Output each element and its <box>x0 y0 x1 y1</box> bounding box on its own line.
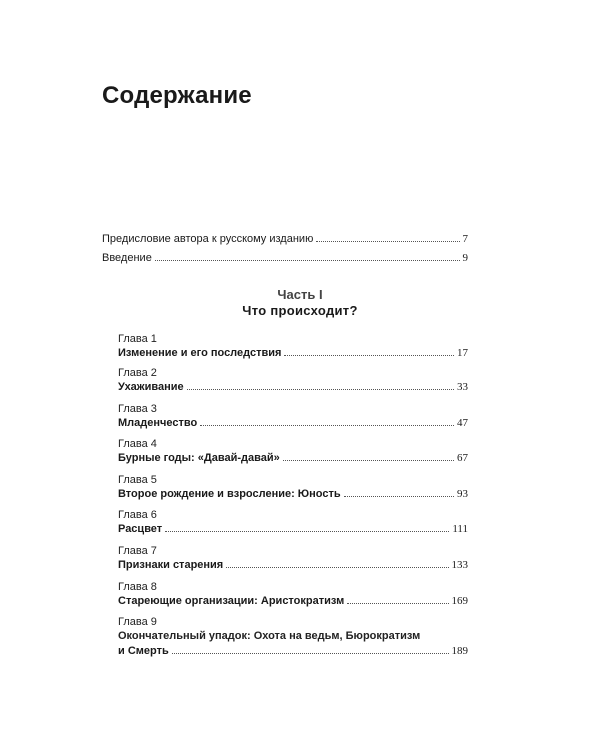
toc-page-number: 33 <box>457 381 468 393</box>
chapter-title: Младенчество <box>118 417 198 429</box>
toc-page-number: 169 <box>451 595 468 607</box>
part-title: Что происходит? <box>242 303 358 318</box>
chapter-number: Глава 3 <box>118 403 157 415</box>
chapter-title: и Смерть <box>118 645 169 657</box>
dot-leader <box>200 416 454 426</box>
dot-leader <box>226 558 448 568</box>
chapter-title: Ухаживание <box>118 381 184 393</box>
toc-page-number: 93 <box>457 488 468 500</box>
dot-leader <box>155 251 460 261</box>
toc-entry-introduction[interactable] <box>102 251 468 265</box>
toc-entry-chapter-2[interactable] <box>118 380 468 394</box>
page-title: Содержание <box>102 82 252 109</box>
chapter-title: Признаки старения <box>118 559 224 571</box>
part-number: Часть I <box>277 287 323 302</box>
chapter-number: Глава 5 <box>118 474 157 486</box>
dot-leader <box>172 644 449 654</box>
dot-leader <box>316 232 459 242</box>
chapter-number: Глава 9 <box>118 616 157 628</box>
chapter-title-line: Окончательный упадок: Охота на ведьм, Бюрократизм <box>118 630 421 642</box>
toc-entry-chapter-7[interactable] <box>118 558 468 572</box>
toc-page-number: 67 <box>457 452 468 464</box>
toc-entry-chapter-1[interactable] <box>118 346 468 360</box>
dot-leader <box>187 380 454 390</box>
toc-page-number: 9 <box>462 252 468 264</box>
toc-entry-chapter-4[interactable] <box>118 451 468 465</box>
dot-leader <box>165 522 449 532</box>
toc-entry-preface[interactable] <box>102 232 468 246</box>
chapter-title: Бурные годы: «Давай-давай» <box>118 452 280 464</box>
chapter-title: Второе рождение и взросление: Юность <box>118 488 341 500</box>
toc-entry-label: Введение <box>102 252 152 264</box>
chapter-number: Глава 8 <box>118 581 157 593</box>
toc-entry-chapter-6[interactable] <box>118 522 468 536</box>
toc-entry-chapter-5[interactable] <box>118 487 468 501</box>
toc-entry-chapter-8[interactable] <box>118 594 468 608</box>
chapter-title: Изменение и его последствия <box>118 347 282 359</box>
dot-leader <box>344 487 454 497</box>
toc-page-number: 133 <box>451 559 468 571</box>
chapter-number: Глава 2 <box>118 367 157 379</box>
chapter-title: Расцвет <box>118 523 163 535</box>
chapter-number: Глава 7 <box>118 545 157 557</box>
toc-page-number: 111 <box>452 523 468 535</box>
chapter-number: Глава 6 <box>118 509 157 521</box>
dot-leader <box>283 451 454 461</box>
toc-entry-chapter-9[interactable] <box>118 644 468 658</box>
toc-page-number: 189 <box>451 645 468 657</box>
chapter-number: Глава 1 <box>118 333 157 345</box>
chapter-number: Глава 4 <box>118 438 157 450</box>
toc-page-number: 17 <box>457 347 468 359</box>
toc-entry-chapter-3[interactable] <box>118 416 468 430</box>
chapter-title: Стареющие организации: Аристократизм <box>118 595 345 607</box>
dot-leader <box>347 594 448 604</box>
toc-entry-label: Предисловие автора к русскому изданию <box>102 233 314 245</box>
toc-page-number: 7 <box>462 233 468 245</box>
toc-page-number: 47 <box>457 417 468 429</box>
dot-leader <box>284 346 454 356</box>
